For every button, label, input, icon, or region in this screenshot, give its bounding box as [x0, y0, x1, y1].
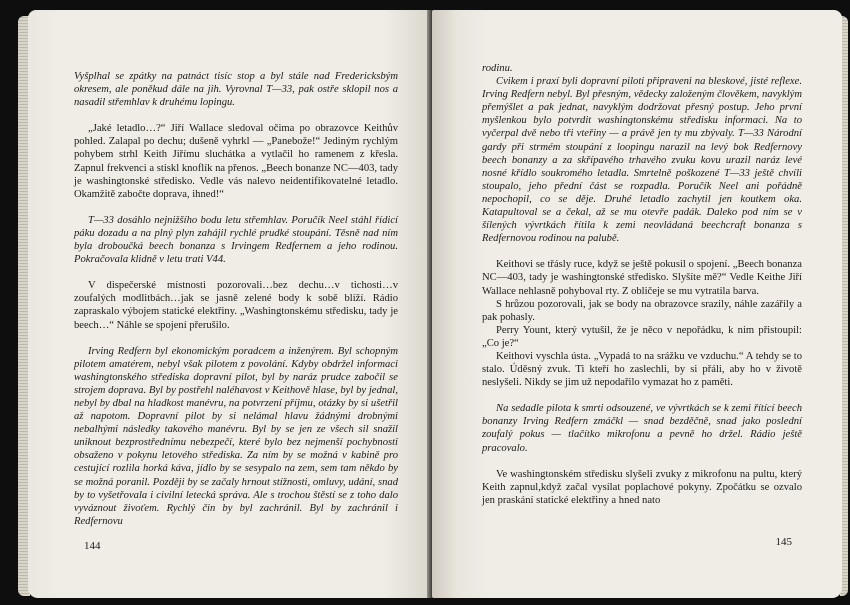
paragraph: Ve washingtonském středisku slyšeli zvuky z mikrofonu na pultu, který Keith zapnul,když začal vysílat poplachové pokyny. Zpočátku se ozvalo jen praskání statické elektřiny a hned nato — [482, 468, 802, 506]
paragraph: V dispečerské místnosti pozorovali…bez dechu…v tichosti…v zoufalých modlitbách…jak se jasně zelené body k sobě blíží. Rádio zapraskalo výbojem statické elektřiny. „Washingtonskému středisku, tady je beech…“ Náhle se spojení přerušilo. — [74, 280, 398, 331]
paragraph: S hrůzou pozorovali, jak se body na obrazovce srazily, náhle zazářily a pak pohasly. — [482, 298, 802, 323]
paragraph: rodinu. — [482, 63, 513, 74]
right-page — [432, 10, 842, 598]
paragraph: „Jaké letadlo…?“ Jiří Wallace sledoval očima po obrazovce Keithův pohled. Zalapal po dechu; dušeně vyhrkl — „Panebože!“ Jediným rychlým pohybem strhl Keith Jiřímu sluchátka a vytlačil ho ramenem z křesla. Zapnul frekvenci a stiskl knoflík na přenos. „Beech bonanze NC—403, tady je washingtonské středisko. Vedle vás nalevo neidentifikovatelné letadlo. Okamžitě zabočte doprava, ihned!“ — [74, 123, 398, 200]
paragraph: Irving Redfern byl ekonomickým poradcem a inženýrem. Byl schopným pilotem amatérem, nebyl však pilotem z povolání. Kdyby obdržel informaci washingtonského střediska dopravní pilot, byl by naráz prudce zabočil se strojem doprava. Byl by postřehl naléhavost v Keithově hlase, byl by jednal, nebyl by dbal na hladkost manévru, na potvrzení příjmu, otázky by si ušetřil až napotom. Dopravní pilot by si nelámal hlavu žádnými drobnými nebalhými následky takového manévru. Byl by se jen ze všech sil snažil uniknout bezprostřednímu nebezpečí, které bylo bez nejmenší pochybnosti obsaženo v pokynu letového střediska. Za ním by se možná v kabině pro cestující rozlila horká káva, jídlo by se sesypalo na zem, sem tam někdo by se možná poranil. Později by se začaly hrnout stížnosti, omluvy, udání, snad by to vyšetřovala i civilní letecká správa. Ale s trochou štěstí se z toho dalo vyváznout živoťem. Rychlý čin by byl zachránil. Byl by zachránil i Redfernovu — [74, 345, 398, 527]
left-page — [28, 10, 432, 598]
page-number: 145 — [775, 536, 792, 548]
paragraph: Keithovi vyschla ústa. „Vypadá to na srážku ve vzduchu.“ A tehdy se to stalo. Úděsný zvuk. Ti kteří ho zaslechli, by si přáli, aby ho v životě neslyšeli. Nikdy se jim už nepodařilo vymazat ho z paměti. — [482, 350, 802, 389]
paragraph: Perry Yount, který vytušil, že je něco v nepořádku, k nim přistoupil: „Co je?“ — [482, 324, 802, 349]
paragraph: Vyšplhal se zpátky na patnáct tisíc stop a byl stále nad Fredericksbým okresem, ale poněkud dále na jih. Vyrovnal T—33, pak ostře sklopil nos a nasadil střemhlav k druhému lopingu. — [74, 71, 398, 109]
paragraph: T—33 dosáhlo nejnižšího bodu letu střemhlav. Poručík Neel stáhl řídicí páku dozadu a na plný plyn zahájil rychlé prudké stoupání. Těsně nad ním byla droboučká beech bonanza s Irvingem Redfernem a jeho rodinou. Pokračovala klidně v letu trati V44. — [74, 214, 398, 266]
paragraph: Keithovi se třásly ruce, když se ještě pokusil o spojení. „Beech bonanza NC—403, tady je washingtonské středisko. Slyšíte mě?“ Vedle Keithe Jiří Wallace nehlasně pohyboval rty. Z obličeje se mu vytratila barva. — [482, 259, 802, 297]
paragraph: Na sedadle pilota k smrti odsouzené, ve vývrtkách se k zemi řítící beech bonanzy Irving Redfern zmáčkl — snad bezděčně, snad jako poslední zoufalý pokus — tlačítko mikrofonu a pevně ho držel. Rádio ještě pracovalo. — [482, 403, 802, 454]
page-number: 144 — [84, 540, 101, 552]
paragraph: Cvikem i praxí byli dopravní piloti připraveni na bleskové, jisté reflexe. Irving Redfern nebyl. Byl přesným, vědecky založeným člověkem, navyklým přemýšlet a pak jednat, navyklým dodržovat přesný postup. Jeho první myšlenkou bylo potvrdit washingtonskému středisku informaci. Na to vyčerpal dvě nebo tři vteřiny — a právě jen ty mu zbývaly. T—33 Národní gardy při strmém stoupání z loopingu narazil na levý bok Redfernovy beech bonanzy a za skřípavého trhavého zvuku kovu urazil naráz levé nosné křídlo soukromého letadla. Smrtelně poškozené T—33 ještě chvíli stoupalo, jeho přední část se rozpadla. Poručík Neel ani pořádně nepochopil, co se děje. Druhé letadlo zachytil jen koutkem oka. Katapultoval se a čekal, až se mu otevře padák. Daleko pod ním se v šílených vývrtkách řítila k zemi neovládaná beechcraft bonanza s Redfernovou rodinou na palubě. — [482, 76, 802, 245]
